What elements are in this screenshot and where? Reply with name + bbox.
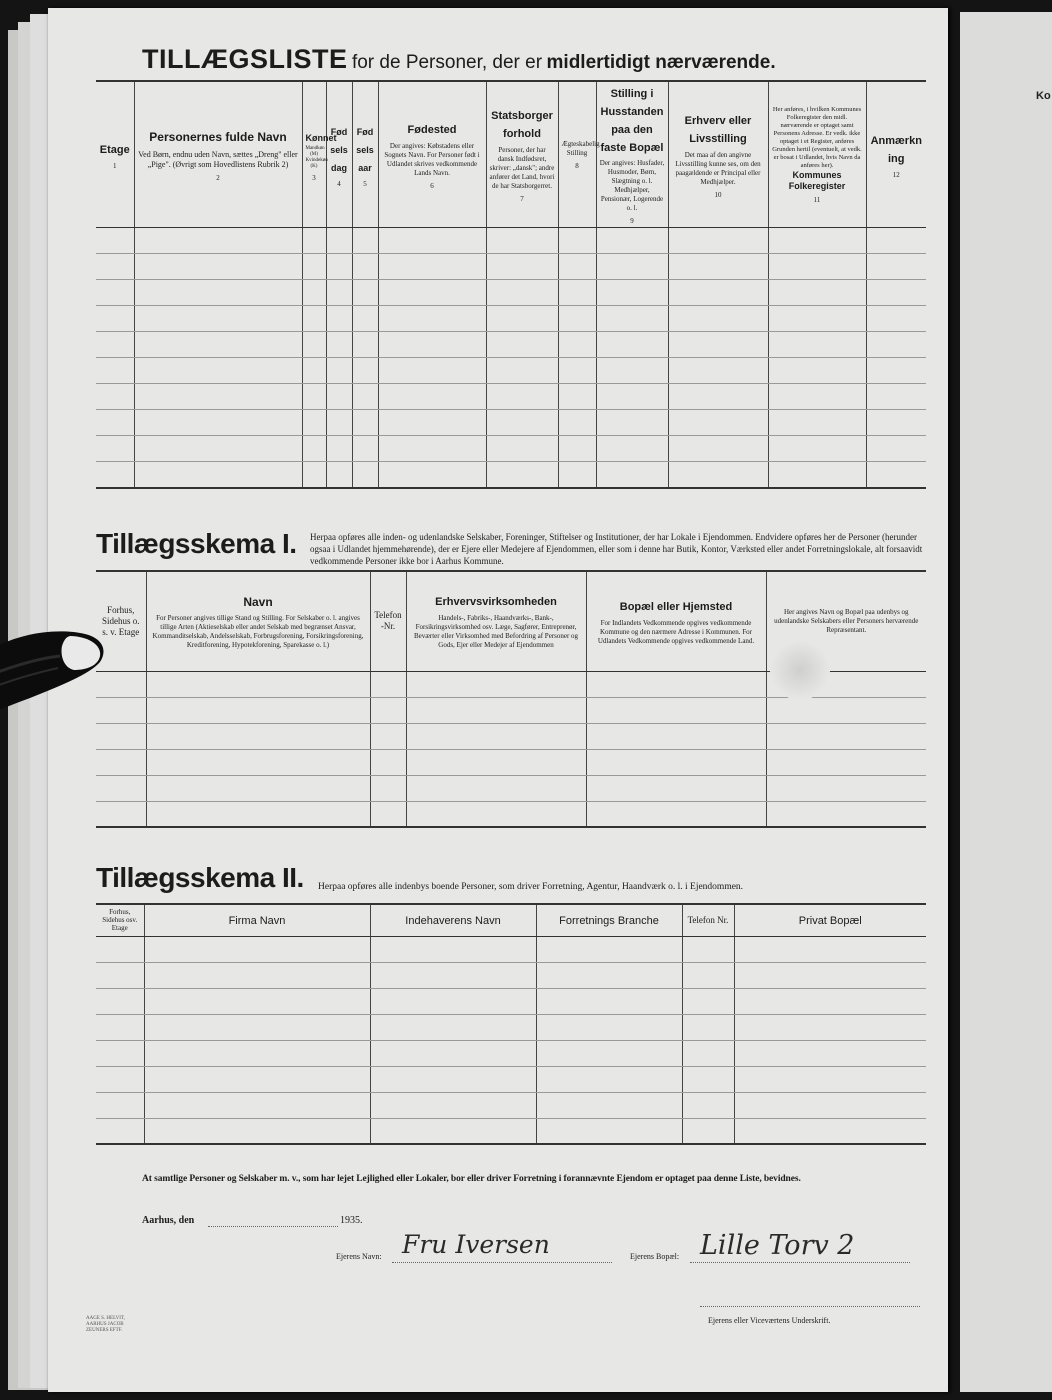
- table-row: [96, 254, 926, 280]
- s2-header-privat: Privat Bopæl: [734, 904, 926, 936]
- s1-header-repraesentant: Her angives Navn og Bopæl paa udenbys og udenlandske Selskabers eller Personers herværende Repræsentant.: [766, 571, 926, 671]
- table-row: [96, 410, 926, 436]
- thumb-icon: [0, 610, 110, 720]
- signature-line: [700, 1306, 920, 1307]
- owner-name-line: [392, 1262, 612, 1263]
- main-table: [96, 80, 926, 489]
- footer-statement: At samtlige Personer og Selskaber m. v., som har lejet Lejlighed eller Lokaler, bor eller driver Forretning i forannævnte Ejendom er optaget paa denne Liste, bevidnes.: [142, 1174, 801, 1184]
- table-row: [96, 988, 926, 1014]
- printer-imprint: AAGE S. HELVIT, AARHUS JACOB ZEUNERS EFTF.: [86, 1316, 125, 1333]
- owner-address-handwriting: Lille Torv 2: [700, 1230, 855, 1261]
- footer-city: Aarhus, den: [142, 1215, 195, 1226]
- skema2-table: [96, 903, 926, 1145]
- table-row: [96, 1066, 926, 1092]
- table-row: [96, 723, 926, 749]
- s1-header-telefon: Telefon-Nr.: [370, 571, 406, 671]
- s2-header-firma: Firma Navn: [144, 904, 370, 936]
- s1-header-bopael: Bopæl eller Hjemsted For Indlandets Vedkommende opgives vedkommende Kommune og den nærmere Adresse i Kommunen. For Udlandets Vedkommende opgives vedkommende Land.: [586, 571, 766, 671]
- owner-name-handwriting: Fru Iversen: [402, 1230, 550, 1259]
- col-header-stilling: Stilling i Husstanden paa den faste Bopæl Der angives: Husfader, Husmoder, Børn, Slægtning o. l. Medhjælper, Pensionær, Logerende o. l. 9: [596, 81, 668, 228]
- table-row: [96, 1118, 926, 1144]
- table-row: [96, 936, 926, 962]
- table-row: [96, 1014, 926, 1040]
- table-row: [96, 462, 926, 488]
- s1-header-etage: Forhus, Sidehus o. s. v. Etage: [96, 571, 146, 671]
- skema1-description: Herpaa opføres alle inden- og udenlandske Selskaber, Foreninger, Stiftelser og Institutioner, der har Lokale i Ejendommen. Endvidere opføres her de Personer (herunder ogsaa i Udlandet hjemmehørende), der er Ejere eller Medejere af Ejendommen, eller som i denne har Butik, Kontor, Værksted eller andet Forretningslokale, alt forsaavidt vedkommende Personer ikke bor i Aarhus Kommune.: [310, 532, 923, 566]
- table-row: [96, 358, 926, 384]
- table-row: [96, 384, 926, 410]
- s2-header-telefon: Telefon Nr.: [682, 904, 734, 936]
- col-header-fodselsaar: Fødselsaar 5: [352, 81, 378, 228]
- title-main: TILLÆGSLISTE: [142, 44, 348, 74]
- owner-address-label: Ejerens Bopæl:: [630, 1252, 680, 1261]
- s1-header-navn: Navn For Personer angives tillige Stand og Stilling. For Selskaber o. l. angives tillige Arten (Aktieselskab eller andet Selskab med begrænset Ansvar, Kommanditselskab, Andelsselskab, Forbrugsforening, Forsikringsforening, Kreditforening, Hypotekforening, Sparekasse o. l.): [146, 571, 370, 671]
- footer-year: 1935.: [340, 1215, 363, 1226]
- title-bold: midlertidigt nærværende.: [546, 52, 776, 73]
- table-row: [96, 962, 926, 988]
- col-header-fodselsdag: Fødselsdag 4: [326, 81, 352, 228]
- s2-header-branche: Forretnings Branche: [536, 904, 682, 936]
- s1-header-erhverv: Erhvervsvirksomheden Handels-, Fabriks-, Haandværks-, Bank-, Forsikringsvirksomhed osv. Læge, Sagfører, Entreprenør, Beværter eller Virksomhed med Befordring af Personer og Gods, Ejer eller Medejer af Ejendommen: [406, 571, 586, 671]
- owner-address-line: [690, 1262, 910, 1263]
- table-row: [96, 775, 926, 801]
- skema2-description: Herpaa opføres alle indenbys boende Personer, som driver Forretning, Agentur, Haandværk o. l. i Ejendommen.: [318, 882, 744, 892]
- page-title: [142, 44, 776, 75]
- col-header-anmaerkning: Anmærkning 12: [866, 81, 926, 228]
- right-page: [960, 12, 1052, 1392]
- owner-name-label: Ejerens Navn:: [336, 1252, 382, 1261]
- col-header-erhverv: Erhverv eller Livsstilling Det maa af den angivne Livsstilling kunne ses, om den paagældende er Principal eller Medhjælper. 10: [668, 81, 768, 228]
- table-row: [96, 1040, 926, 1066]
- table-row: [96, 306, 926, 332]
- col-header-navn: Personernes fulde Navn Ved Børn, endnu uden Navn, sættes „Dreng" eller „Pige". (Øvrigt som Hovedlistens Rubrik 2) 2: [134, 81, 302, 228]
- table-row: [96, 228, 926, 254]
- table-row: [96, 280, 926, 306]
- date-line: [208, 1226, 338, 1227]
- table-row: [96, 1092, 926, 1118]
- paper-smudge: [770, 640, 830, 700]
- table-row: [96, 801, 926, 827]
- table-row: [96, 697, 926, 723]
- right-page-text: Ko: [1036, 90, 1051, 102]
- table-row: [96, 332, 926, 358]
- col-header-statsborger: Statsborgerforhold Personer, der har dansk Indfødsret, skriver: „dansk"; andre anfører det Land, hvori de har Statsborgerret. 7: [486, 81, 558, 228]
- title-middle: for de Personer, der er: [351, 52, 543, 73]
- col-header-etage: Etage 1: [96, 81, 134, 228]
- table-row: [96, 749, 926, 775]
- col-header-fodested: Fødested Der angives: Købstadens eller Sognets Navn. For Personer født i Udlandet skrives vedkommende Lands Navn. 6: [378, 81, 486, 228]
- s2-header-indehaver: Indehaverens Navn: [370, 904, 536, 936]
- skema2-title: Tillægsskema II.: [96, 862, 304, 893]
- col-header-aegteskab: Ægteskabelig Stilling 8: [558, 81, 596, 228]
- col-header-konnet: Kønnet Mandkøn (M) Kvindekøn (K) 3: [302, 81, 326, 228]
- table-row: [96, 436, 926, 462]
- signature-label: Ejerens eller Viceværtens Underskrift.: [708, 1316, 831, 1325]
- s2-header-etage: Forhus, Sidehus osv. Etage: [96, 904, 144, 936]
- skema1-title: Tillægsskema I.: [96, 528, 297, 559]
- col-header-folkeregister: Her anføres, i hvilken Kommunes Folkeregister den midl. nærværende er optaget samt Personens Adresse. Er vedk. ikke optaget i et Register, anføres Grunden hertil (eventuelt, at vedk. er bosat i Udlandet, hvis Navn da anføres her). Kommunes Folkeregister 11: [768, 81, 866, 228]
